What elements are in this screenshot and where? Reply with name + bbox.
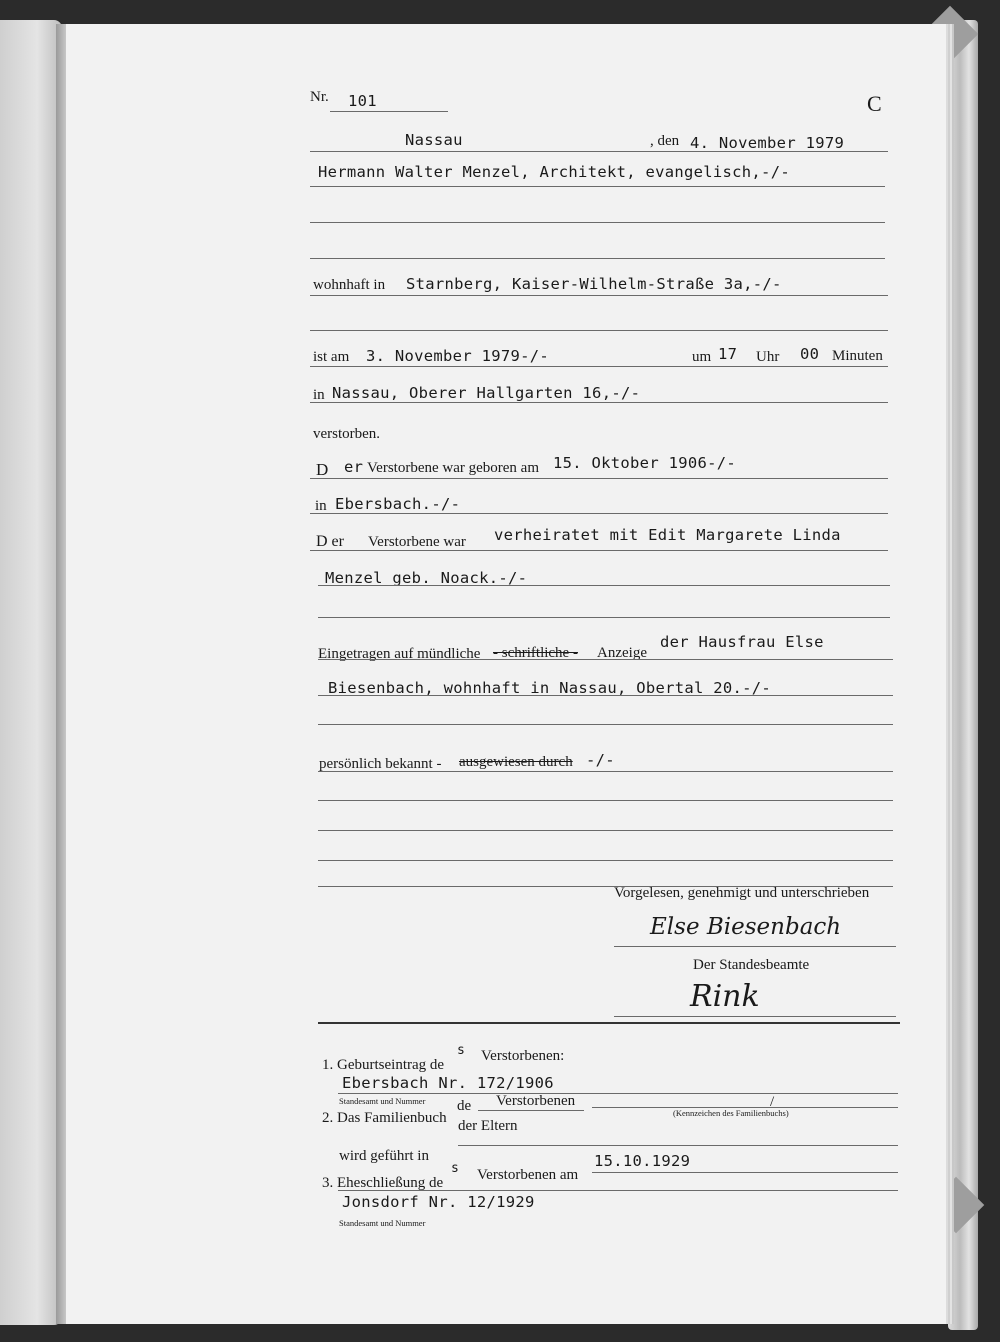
death-date: 3. November 1979-/- <box>366 347 550 365</box>
item3-label: 3. Eheschließung de <box>322 1175 444 1191</box>
signature-line <box>614 1016 896 1017</box>
rule <box>318 860 893 861</box>
rule <box>310 186 885 187</box>
item3-date: 15.10.1929 <box>594 1152 691 1170</box>
rule <box>478 1110 584 1111</box>
item1-value: Ebersbach Nr. 172/1906 <box>342 1074 554 1092</box>
marital-line2: Menzel geb. Noack.-/- <box>325 569 528 587</box>
known-value: -/- <box>586 751 615 769</box>
item2-small: (Kennzeichen des Familienbuchs) <box>673 1108 789 1118</box>
item2-slash: / <box>770 1094 775 1110</box>
rule <box>310 258 885 259</box>
place-date-line <box>310 151 888 152</box>
item1-small: Standesamt und Nummer <box>339 1096 426 1106</box>
rule <box>310 478 888 479</box>
item3-small: Standesamt und Nummer <box>339 1218 426 1228</box>
minuten-label: Minuten <box>832 348 883 364</box>
birth-place: Ebersbach.-/- <box>335 495 461 513</box>
den-label: , den <box>650 133 680 149</box>
item3-suffix: Verstorbenen am <box>477 1167 579 1183</box>
rule <box>310 330 888 331</box>
informant-signature: Else Biesenbach <box>650 914 842 940</box>
read-approved-label: Vorgelesen, genehmigt und unterschrieben <box>614 885 870 901</box>
name-line: Hermann Walter Menzel, Architekt, evangelisch,-/- <box>318 163 790 181</box>
item1-label: 1. Geburtseintrag de <box>322 1057 445 1073</box>
birth-label: Verstorbene war geboren am <box>367 460 540 476</box>
rule <box>318 800 893 801</box>
residence-value: Starnberg, Kaiser-Wilhelm-Straße 3a,-/- <box>406 275 782 293</box>
rule <box>318 585 890 586</box>
marital-line1: verheiratet mit Edit Margarete Linda <box>494 526 841 544</box>
verstorben-label: verstorben. <box>313 426 381 442</box>
record-date: 4. November 1979 <box>690 134 845 152</box>
registration-anzeige: Anzeige <box>597 645 647 661</box>
item3-value: Jonsdorf Nr. 12/1929 <box>342 1193 535 1211</box>
item2-label: 2. Das Familienbuch <box>322 1110 447 1126</box>
informant-line1: der Hausfrau Else <box>660 633 824 651</box>
item2-wird: wird geführt in <box>339 1148 429 1164</box>
page-stack-edge <box>948 20 978 1330</box>
rule <box>318 617 890 618</box>
official-signature: Rink <box>690 979 760 1014</box>
rule <box>592 1172 898 1173</box>
footer-separator <box>318 1022 900 1024</box>
birth-date: 15. Oktober 1906-/- <box>553 454 737 472</box>
rule <box>310 513 888 514</box>
item2-verstorbenen: Verstorbenen <box>496 1093 576 1109</box>
death-in-label: in <box>313 387 325 403</box>
rule <box>310 222 885 223</box>
place: Nassau <box>405 131 463 149</box>
known-label: persönlich bekannt - <box>319 756 442 772</box>
death-hour: 17 <box>718 345 738 363</box>
ist-am-label: ist am <box>313 349 350 365</box>
item3-s: s <box>451 1161 460 1176</box>
um-label: um <box>692 349 712 365</box>
birth-in-label: in <box>315 498 327 514</box>
known-struck: ausgewiesen durch <box>459 754 573 770</box>
rule <box>310 295 888 296</box>
form-letter: C <box>867 91 882 116</box>
official-label: Der Standesbeamte <box>693 957 810 973</box>
birth-prefix-d: D <box>316 460 329 479</box>
signature-line <box>614 946 896 947</box>
registration-label: Eingetragen auf mündliche <box>318 646 481 662</box>
left-page <box>0 20 62 1325</box>
birth-prefix-er: er <box>344 458 364 476</box>
informant-line2: Biesenbach, wohnhaft in Nassau, Obertal 20.-/- <box>328 679 772 697</box>
registration-struck: - schriftliche - <box>493 645 578 661</box>
death-minute: 00 <box>800 345 820 363</box>
nr-label: Nr. <box>310 89 329 105</box>
rule <box>310 402 888 403</box>
residence-label: wohnhaft in <box>313 277 386 293</box>
nr-value: 101 <box>348 92 377 110</box>
rule <box>318 659 893 660</box>
nr-line <box>330 111 448 112</box>
rule <box>318 830 893 831</box>
rule <box>318 771 893 772</box>
marital-prefix: D er <box>316 533 344 550</box>
rule <box>458 1145 898 1146</box>
rule <box>310 550 888 551</box>
item2-de: de <box>457 1098 472 1114</box>
rule <box>310 366 888 367</box>
marital-label: Verstorbene war <box>368 534 466 550</box>
uhr-label: Uhr <box>756 349 780 365</box>
item1-s: s <box>457 1043 466 1058</box>
rule <box>318 695 893 696</box>
rule <box>318 724 893 725</box>
item2-eltern: der Eltern <box>458 1118 518 1134</box>
rule <box>338 1190 898 1191</box>
death-place: Nassau, Oberer Hallgarten 16,-/- <box>332 384 641 402</box>
rule <box>338 1093 898 1094</box>
item1-suffix: Verstorbenen: <box>481 1048 565 1064</box>
